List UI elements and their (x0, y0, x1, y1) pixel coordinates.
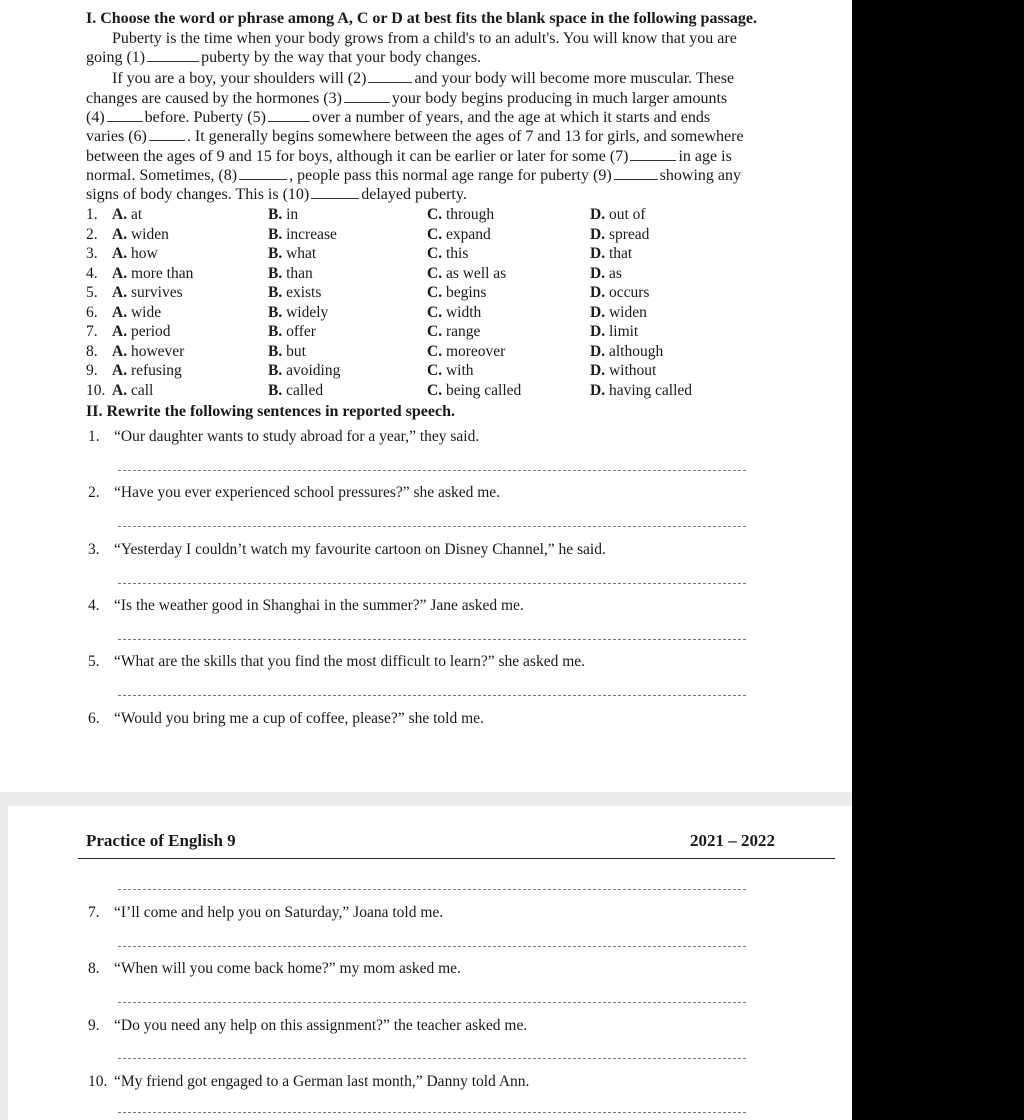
question-number: 8. (86, 342, 98, 360)
blank-2[interactable] (368, 70, 412, 83)
option-d[interactable]: D. having called (590, 381, 693, 399)
option-d[interactable]: D. without (590, 362, 657, 379)
passage-line-1: Puberty is the time when your body grows from a child's to an adult's. You will know that you are (112, 30, 737, 47)
question-number: 5. (86, 284, 98, 301)
question-number: 7. (86, 323, 98, 340)
option-a[interactable]: A. widen (112, 225, 169, 243)
answer-line[interactable] (118, 1058, 746, 1059)
option-a[interactable]: A. more than (112, 264, 194, 282)
part1-heading: I. Choose the word or phrase among A, C or D at best fits the blank space in the following passage. (86, 10, 757, 27)
option-a[interactable]: A. how (112, 245, 158, 262)
option-d[interactable]: D. out of (590, 206, 646, 223)
blank-9[interactable] (614, 167, 658, 180)
sentence-item: 1. “Our daughter wants to study abroad for a year,” they said. (88, 428, 480, 445)
option-c[interactable]: C. range (427, 323, 481, 340)
option-a[interactable]: A. refusing (112, 362, 182, 379)
passage-line-2: going (1) puberty by the way that your body changes. (86, 49, 482, 66)
blank-4[interactable] (107, 109, 143, 122)
option-a[interactable]: A. wide (112, 303, 162, 321)
sentence-item: 4. “Is the weather good in Shanghai in the summer?” Jane asked me. (88, 597, 524, 614)
question-number: 3. (86, 245, 98, 262)
passage-line-7: between the ages of 9 and 15 for boys, although it can be earlier or later for some (7) in age is (86, 148, 732, 165)
passage-line-5: (4) before. Puberty (5) over a number of years, and the age at which it starts and ends (86, 109, 711, 126)
passage-line-3: If you are a boy, your shoulders will (2) and your body will become more muscular. These (112, 70, 735, 87)
blank-6[interactable] (149, 128, 185, 141)
option-b[interactable]: B. avoiding (268, 362, 341, 379)
option-d[interactable]: D. widen (590, 303, 647, 321)
passage-line-6: varies (6) . It generally begins somewhere between the ages of 7 and 13 for girls, and somewhere (86, 128, 744, 145)
option-c[interactable]: C. as well as (427, 264, 507, 282)
answer-line[interactable] (118, 1112, 746, 1113)
sentence-item: 9. “Do you need any help on this assignment?” the teacher asked me. (88, 1017, 528, 1034)
question-number: 9. (86, 362, 98, 379)
option-a[interactable]: A. at (112, 206, 143, 223)
passage-line-8: normal. Sometimes, (8) , people pass this normal age range for puberty (9) showing any (86, 167, 741, 184)
option-c[interactable]: C. expand (427, 225, 491, 243)
sentence-item: 2. “Have you ever experienced school pressures?” she asked me. (88, 484, 501, 501)
option-a[interactable]: A. call (112, 381, 154, 399)
blank-7[interactable] (630, 148, 676, 161)
sentence-item: 3. “Yesterday I couldn’t watch my favourite cartoon on Disney Channel,” he said. (88, 541, 606, 558)
answer-line[interactable] (118, 1002, 746, 1003)
page-header-year: 2021 – 2022 (690, 831, 775, 850)
option-a[interactable]: A. period (112, 323, 171, 340)
blank-1[interactable] (147, 49, 199, 62)
answer-line[interactable] (118, 946, 746, 947)
option-c[interactable]: C. being called (427, 381, 522, 399)
option-b[interactable]: B. in (268, 206, 299, 223)
option-a[interactable]: A. however (112, 342, 185, 360)
option-b[interactable]: B. offer (268, 323, 316, 340)
header-rule (78, 858, 835, 859)
answer-line[interactable] (118, 695, 746, 696)
option-b[interactable]: B. but (268, 342, 306, 360)
blank-3[interactable] (344, 90, 390, 103)
question-number: 4. (86, 264, 98, 282)
option-c[interactable]: C. with (427, 362, 474, 379)
question-number: 2. (86, 225, 98, 243)
option-b[interactable]: B. widely (268, 303, 329, 321)
sentence-item: 6. “Would you bring me a cup of coffee, please?” she told me. (88, 710, 484, 727)
option-c[interactable]: C. begins (427, 284, 487, 301)
blank-5[interactable] (268, 109, 310, 122)
part2-heading: II. Rewrite the following sentences in reported speech. (86, 403, 455, 420)
answer-line[interactable] (118, 526, 746, 527)
option-d[interactable]: D. spread (590, 225, 650, 243)
option-c[interactable]: C. moreover (427, 342, 506, 360)
sentence-item: 8. “When will you come back home?” my mom asked me. (88, 960, 461, 977)
option-d[interactable]: D. as (590, 264, 622, 282)
answer-line[interactable] (118, 470, 746, 471)
question-number: 1. (86, 206, 98, 223)
option-d[interactable]: D. although (590, 342, 664, 360)
option-b[interactable]: B. exists (268, 284, 322, 301)
option-d[interactable]: D. that (590, 245, 633, 262)
option-d[interactable]: D. limit (590, 323, 639, 340)
answer-line[interactable] (118, 889, 746, 890)
option-b[interactable]: B. what (268, 245, 317, 262)
dark-margin (852, 0, 1024, 1120)
option-c[interactable]: C. this (427, 245, 469, 262)
option-b[interactable]: B. than (268, 264, 313, 282)
option-a[interactable]: A. survives (112, 284, 183, 301)
option-d[interactable]: D. occurs (590, 284, 650, 301)
option-c[interactable]: C. through (427, 206, 495, 223)
passage-line-9: signs of body changes. This is (10) delayed puberty. (86, 186, 467, 203)
blank-8[interactable] (239, 167, 287, 180)
sentence-item: 10. “My friend got engaged to a German last month,” Danny told Ann. (88, 1073, 530, 1090)
answer-line[interactable] (118, 639, 746, 640)
answer-line[interactable] (118, 583, 746, 584)
option-c[interactable]: C. width (427, 303, 482, 321)
option-b[interactable]: B. increase (268, 225, 337, 243)
page-header-title: Practice of English 9 (86, 831, 236, 850)
sentence-item: 7. “I’ll come and help you on Saturday,” Joana told me. (88, 904, 444, 921)
blank-10[interactable] (311, 186, 359, 199)
sentence-item: 5. “What are the skills that you find the most difficult to learn?” she asked me. (88, 653, 586, 670)
question-number: 6. (86, 303, 98, 321)
passage-line-4: changes are caused by the hormones (3) your body begins producing in much larger amounts (86, 90, 728, 107)
question-number: 10. (86, 381, 106, 399)
option-b[interactable]: B. called (268, 381, 324, 399)
